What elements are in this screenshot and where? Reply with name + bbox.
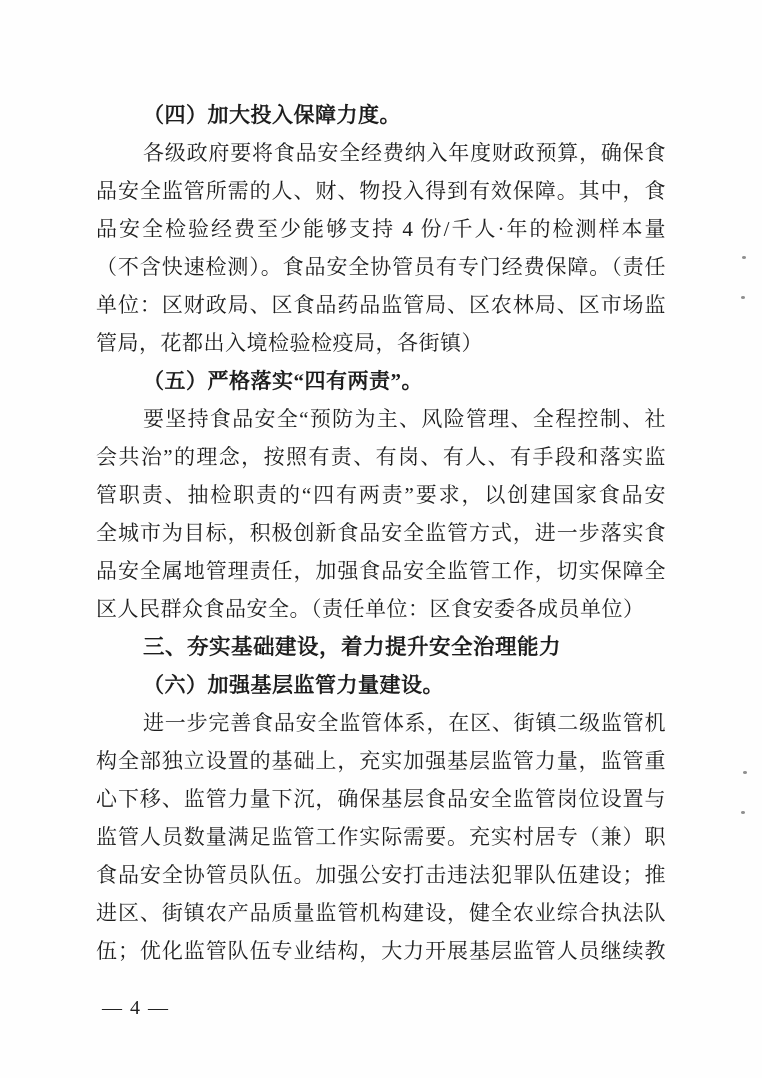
- page-number: — 4 —: [102, 997, 170, 1019]
- text-line: 管局，花都出入境检验检疫局，各街镇）: [96, 331, 483, 355]
- text-line: 区人民群众食品安全。（责任单位：区食安委各成员单位）: [96, 597, 645, 621]
- subsection-heading-6: （六）加强基层监管力量建设。: [143, 673, 444, 697]
- text-line: 监管人员数量满足监管工作实际需要。充实村居专（兼）职: [96, 825, 666, 849]
- text-line: 品安全监管所需的人、财、物投入得到有效保障。其中，食: [96, 179, 666, 203]
- text-line: 伍；优化监管队伍专业结构，大力开展基层监管人员继续教: [96, 939, 666, 963]
- document-body: [96, 96, 666, 970]
- text-line: 管职责、抽检职责的“四有两责”要求，以创建国家食品安: [96, 483, 666, 507]
- text-line: 食品安全协管员队伍。加强公安打击违法犯罪队伍建设；推: [96, 863, 666, 887]
- scan-artifact-speck: [742, 256, 746, 259]
- text-line: 各级政府要将食品安全经费纳入年度财政预算，确保食: [143, 141, 666, 165]
- scan-artifact-speck: [741, 811, 745, 814]
- text-line: 单位：区财政局、区食品药品监管局、区农林局、区市场监: [96, 293, 666, 317]
- text-line: 要坚持食品安全“预防为主、风险管理、全程控制、社: [143, 407, 666, 431]
- text-line: 进区、街镇农产品质量监管机构建设，健全农业综合执法队: [96, 901, 666, 925]
- section-heading-3: 三、夯实基础建设，着力提升安全治理能力: [143, 635, 562, 659]
- subsection-heading-5: （五）严格落实“四有两责”。: [143, 369, 423, 393]
- text-line: 构全部独立设置的基础上，充实加强基层监管力量，监管重: [96, 749, 666, 773]
- text-line: 心下移、监管力量下沉，确保基层食品安全监管岗位设置与: [96, 787, 666, 811]
- text-line: 品安全属地管理责任，加强食品安全监管工作，切实保障全: [96, 559, 666, 583]
- subsection-heading-4: （四）加大投入保障力度。: [143, 103, 401, 127]
- text-line: （不含快速检测）。食品安全协管员有专门经费保障。（责任: [96, 255, 666, 279]
- text-line: 全城市为目标，积极创新食品安全监管方式，进一步落实食: [96, 521, 666, 545]
- text-line: 会共治”的理念，按照有责、有岗、有人、有手段和落实监: [96, 445, 666, 469]
- text-line: 品安全检验经费至少能够支持 4 份/千人·年的检测样本量: [96, 217, 666, 241]
- scan-artifact-speck: [743, 771, 747, 774]
- text-line: 进一步完善食品安全监管体系，在区、街镇二级监管机: [143, 711, 666, 735]
- scan-artifact-speck: [741, 296, 745, 299]
